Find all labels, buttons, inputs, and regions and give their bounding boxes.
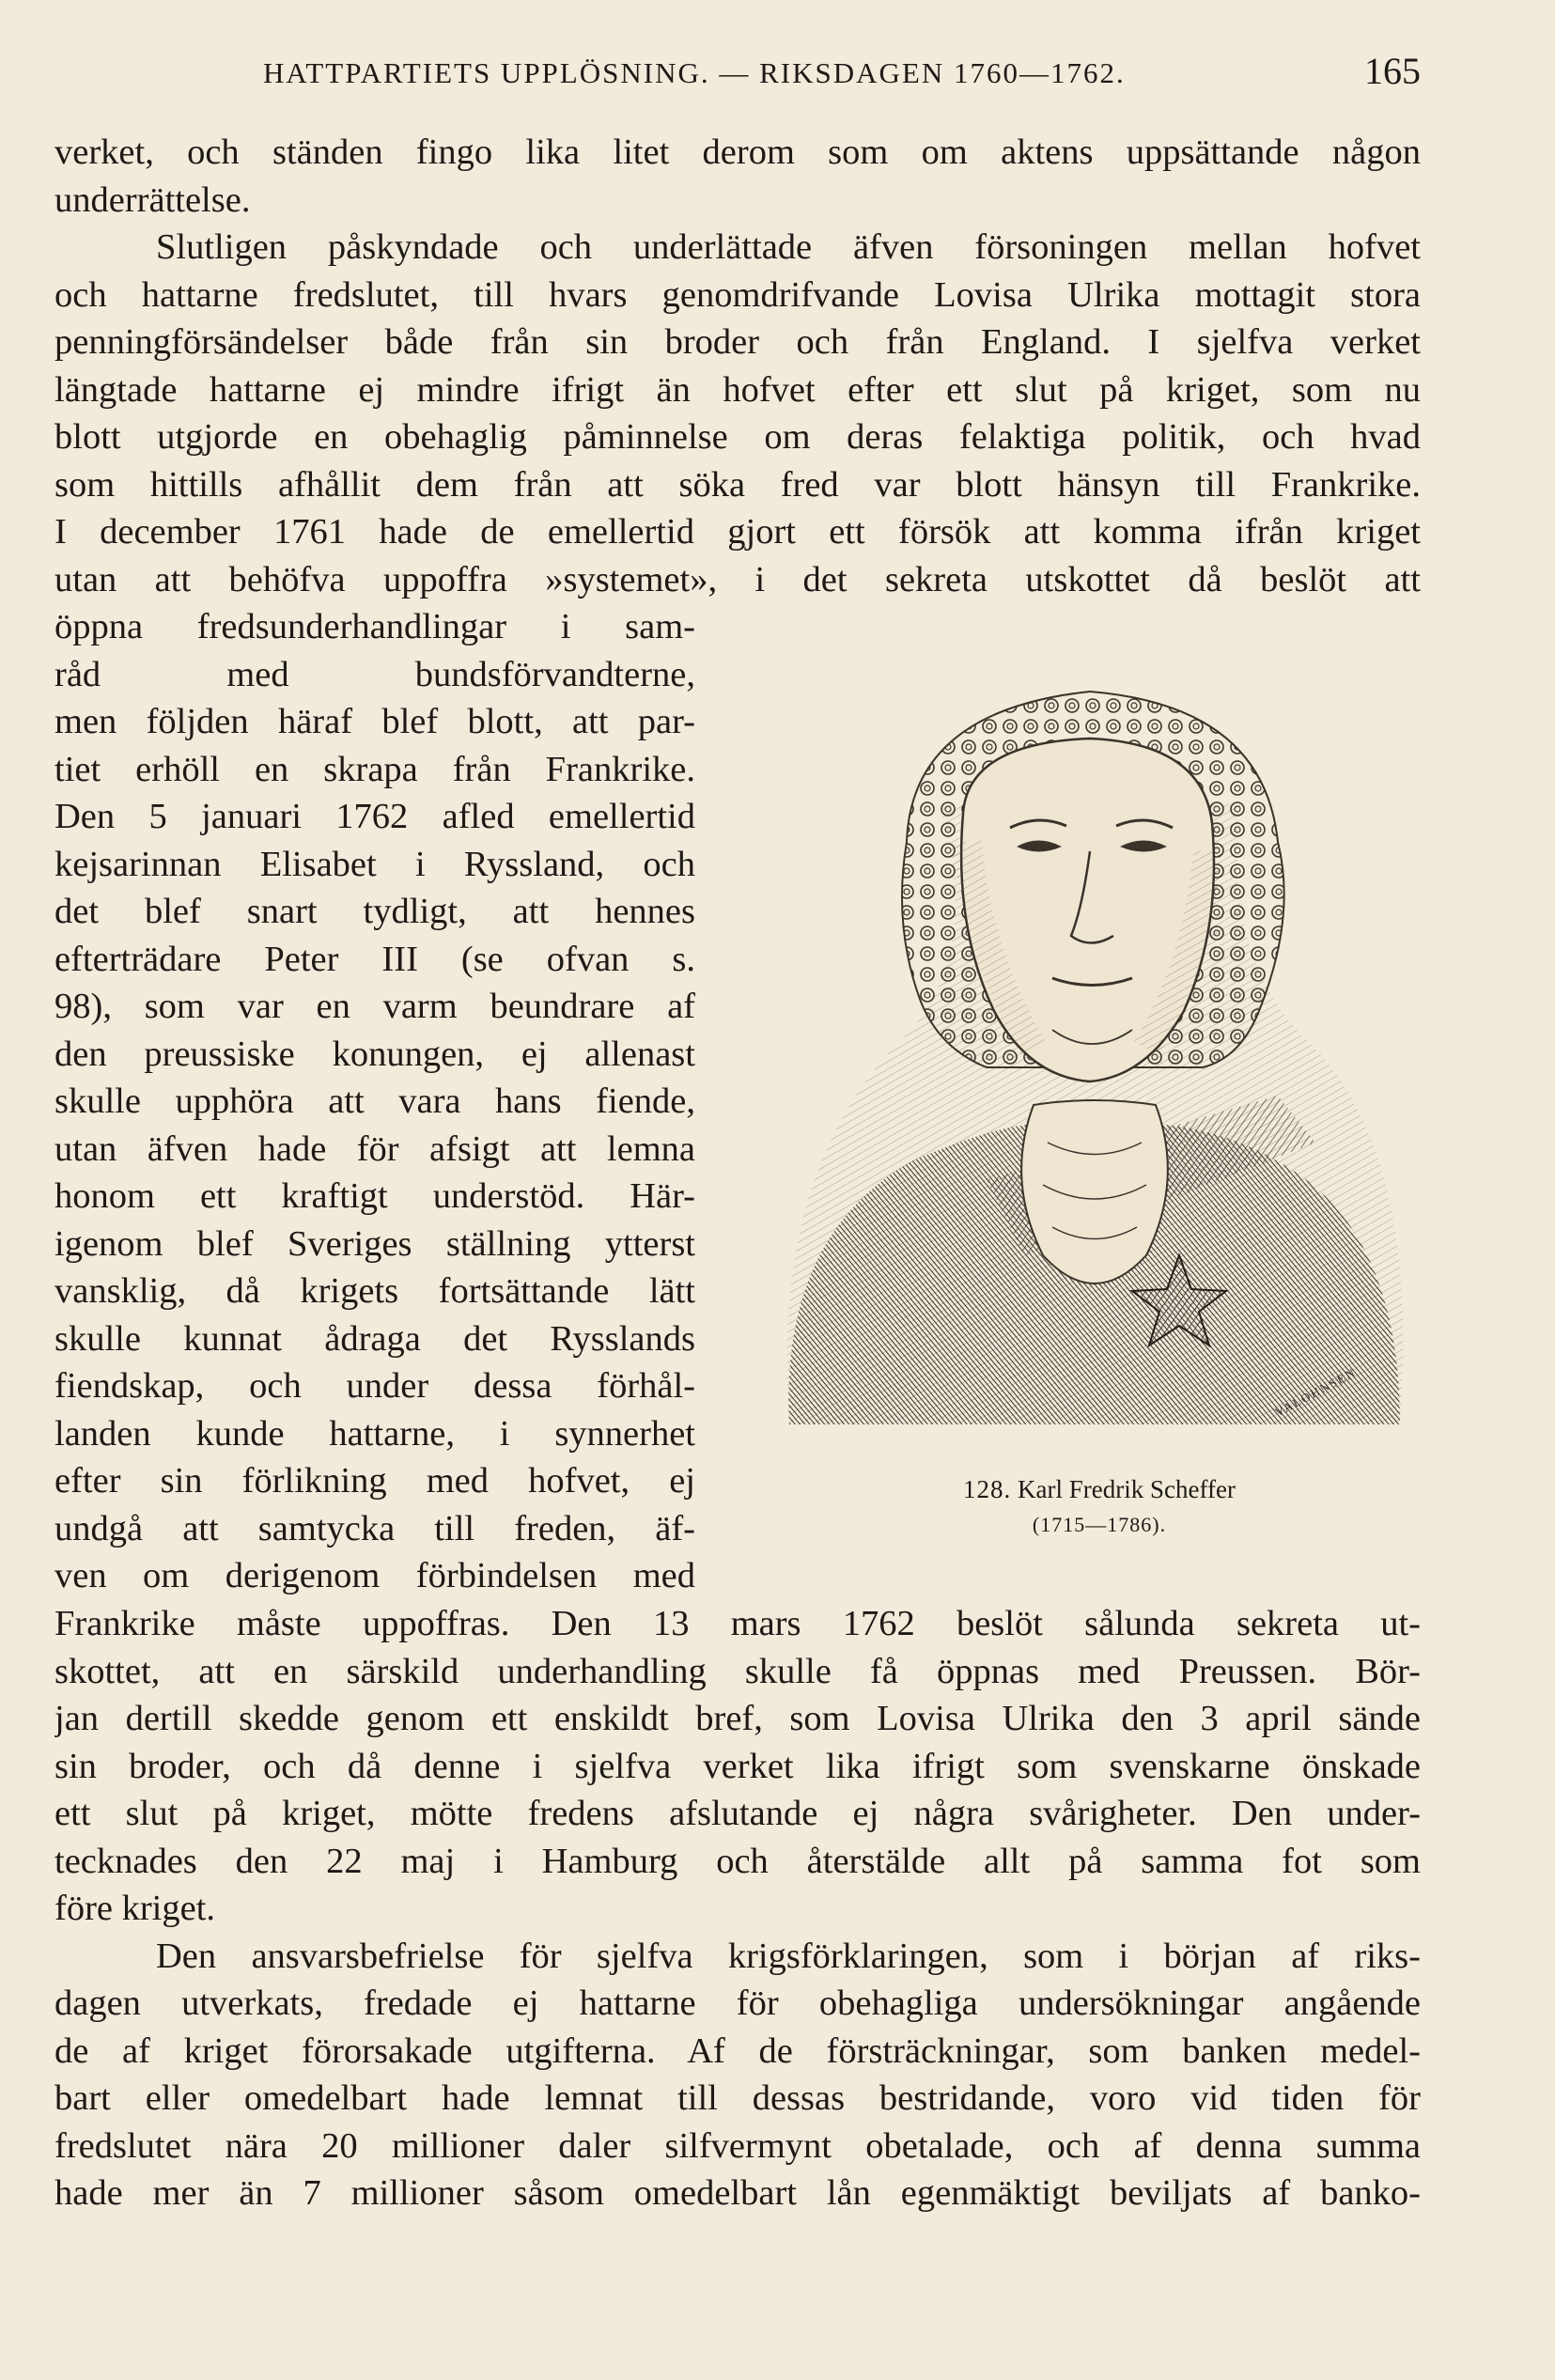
text-line: blott utgjorde en obehaglig påminnelse om deras felaktiga politik, och hvad [54, 417, 1421, 457]
text-line: dagen utverkats, fredade ej hattarne för obehagliga undersökningar angående [54, 1983, 1421, 2023]
text-line: sin broder, och då denne i sjelfva verket lika ifrigt som svenskarne önskade [54, 1746, 1421, 1786]
text-line: 98), som var en varm beundrare af [54, 987, 695, 1026]
engraver-signature: VALOHNSEN [1272, 1364, 1359, 1420]
text-line: det blef snart tydligt, att hennes [54, 892, 695, 931]
text-line: penningförsändelser både från sin broder och från England. I sjelfva verket [54, 322, 1421, 362]
page-number: 165 [1364, 50, 1421, 92]
text-line: de af kriget förorsakade utgifterna. Af de försträckningar, som banken medel- [54, 2030, 1421, 2071]
text-line: underrättelse. [54, 179, 251, 220]
figure-caption [817, 1471, 1381, 1543]
text-line: tecknades den 22 maj i Hamburg och återstälde allt på samma fot som [54, 1841, 1421, 1881]
figure-name: Karl Fredrik Scheffer [1018, 1475, 1236, 1503]
text-line: Slutligen påskyndade och underlättade äfven försoningen mellan hofvet [156, 227, 1421, 267]
text-line: utan äfven hade för afsigt att lemna [54, 1128, 695, 1169]
text-line: kejsarinnan Elisabet i Ryssland, och [54, 844, 695, 884]
text-line: efterträdare Peter III (se ofvan s. [54, 939, 695, 979]
running-title: HATTPARTIETS UPPLÖSNING. — RIKSDAGEN 1760—1762. [263, 56, 1126, 89]
text-line: Den ansvarsbefrielse för sjelfva krigsförklaringen, som i början af riks- [156, 1936, 1421, 1976]
text-line: skottet, att en särskild underhandling skulle få öppnas med Preussen. Bör- [54, 1651, 1421, 1691]
text-line: utan att behöfva uppoffra »systemet», i det sekreta utskottet då beslöt att [54, 559, 1421, 599]
text-line: efter sin förlikning med hofvet, ej [54, 1461, 695, 1501]
text-line: men följden häraf blef blott, att par- [54, 702, 695, 741]
text-line: undgå att samtycka till freden, äf- [54, 1508, 695, 1548]
text-line: skulle upphöra att vara hans fiende, [54, 1081, 695, 1121]
text-line: vansklig, då krigets fortsättande lätt [54, 1271, 695, 1311]
text-line: och hattarne fredslutet, till hvars genomdrifvande Lovisa Ulrika mottagit stora [54, 274, 1421, 315]
text-line: I december 1761 hade de emellertid gjort ett försök att komma ifrån kriget [54, 512, 1421, 552]
text-line: jan dertill skedde genom ett enskildt bref, som Lovisa Ulrika den 3 april sände [54, 1699, 1421, 1738]
text-line: fiendskap, och under dessa förhål- [54, 1366, 695, 1406]
figure-number: 128. [963, 1475, 1012, 1503]
text-block-bottom [54, 1600, 1421, 2217]
text-line: landen kunde hattarne, i synnerhet [54, 1413, 695, 1454]
text-line: tiet erhöll en skrapa från Frankrike. [54, 749, 695, 789]
text-line: råd med bundsförvandterne, [54, 654, 695, 694]
text-line: som hittills afhållit dem från att söka fred var blott hänsyn till Frankrike. [54, 464, 1421, 505]
figure-years: (1715—1786). [1032, 1513, 1167, 1536]
page-header [56, 49, 1421, 96]
text-line: öppna fredsunderhandlingar i sam- [54, 607, 695, 646]
text-line: före kriget. [54, 1889, 216, 1928]
text-line: den preussiske konungen, ej allenast [54, 1034, 695, 1074]
text-line: igenom blef Sveriges ställning ytterst [54, 1223, 695, 1264]
text-line: ett slut på kriget, mötte fredens afslutande ej några svårigheter. Den under- [54, 1794, 1421, 1833]
text-line: ven om derigenom förbindelsen med [54, 1556, 695, 1595]
text-line: Frankrike måste uppoffras. Den 13 mars 1762 beslöt sålunda sekreta ut- [54, 1604, 1421, 1643]
text-line: honom ett kraftigt understöd. Här- [54, 1176, 695, 1216]
portrait-engraving [752, 654, 1421, 1443]
text-block-top [54, 129, 1421, 603]
text-line: verket, och ständen fingo lika litet derom som om aktens uppsättande någon [54, 132, 1421, 172]
text-line: fredslutet nära 20 millioner daler silfvermynt obetalade, och af denna summa [54, 2125, 1421, 2166]
text-line: hade mer än 7 millioner såsom omedelbart lån egenmäktigt beviljats af banko- [54, 2173, 1421, 2213]
text-line: skulle kunnat ådraga det Rysslands [54, 1318, 695, 1359]
text-line: bart eller omedelbart hade lemnat till dessas bestridande, voro vid tiden för [54, 2078, 1421, 2118]
text-line: Den 5 januari 1762 afled emellertid [54, 797, 695, 836]
text-line: längtade hattarne ej mindre ifrigt än hofvet efter ett slut på kriget, som nu [54, 369, 1421, 410]
